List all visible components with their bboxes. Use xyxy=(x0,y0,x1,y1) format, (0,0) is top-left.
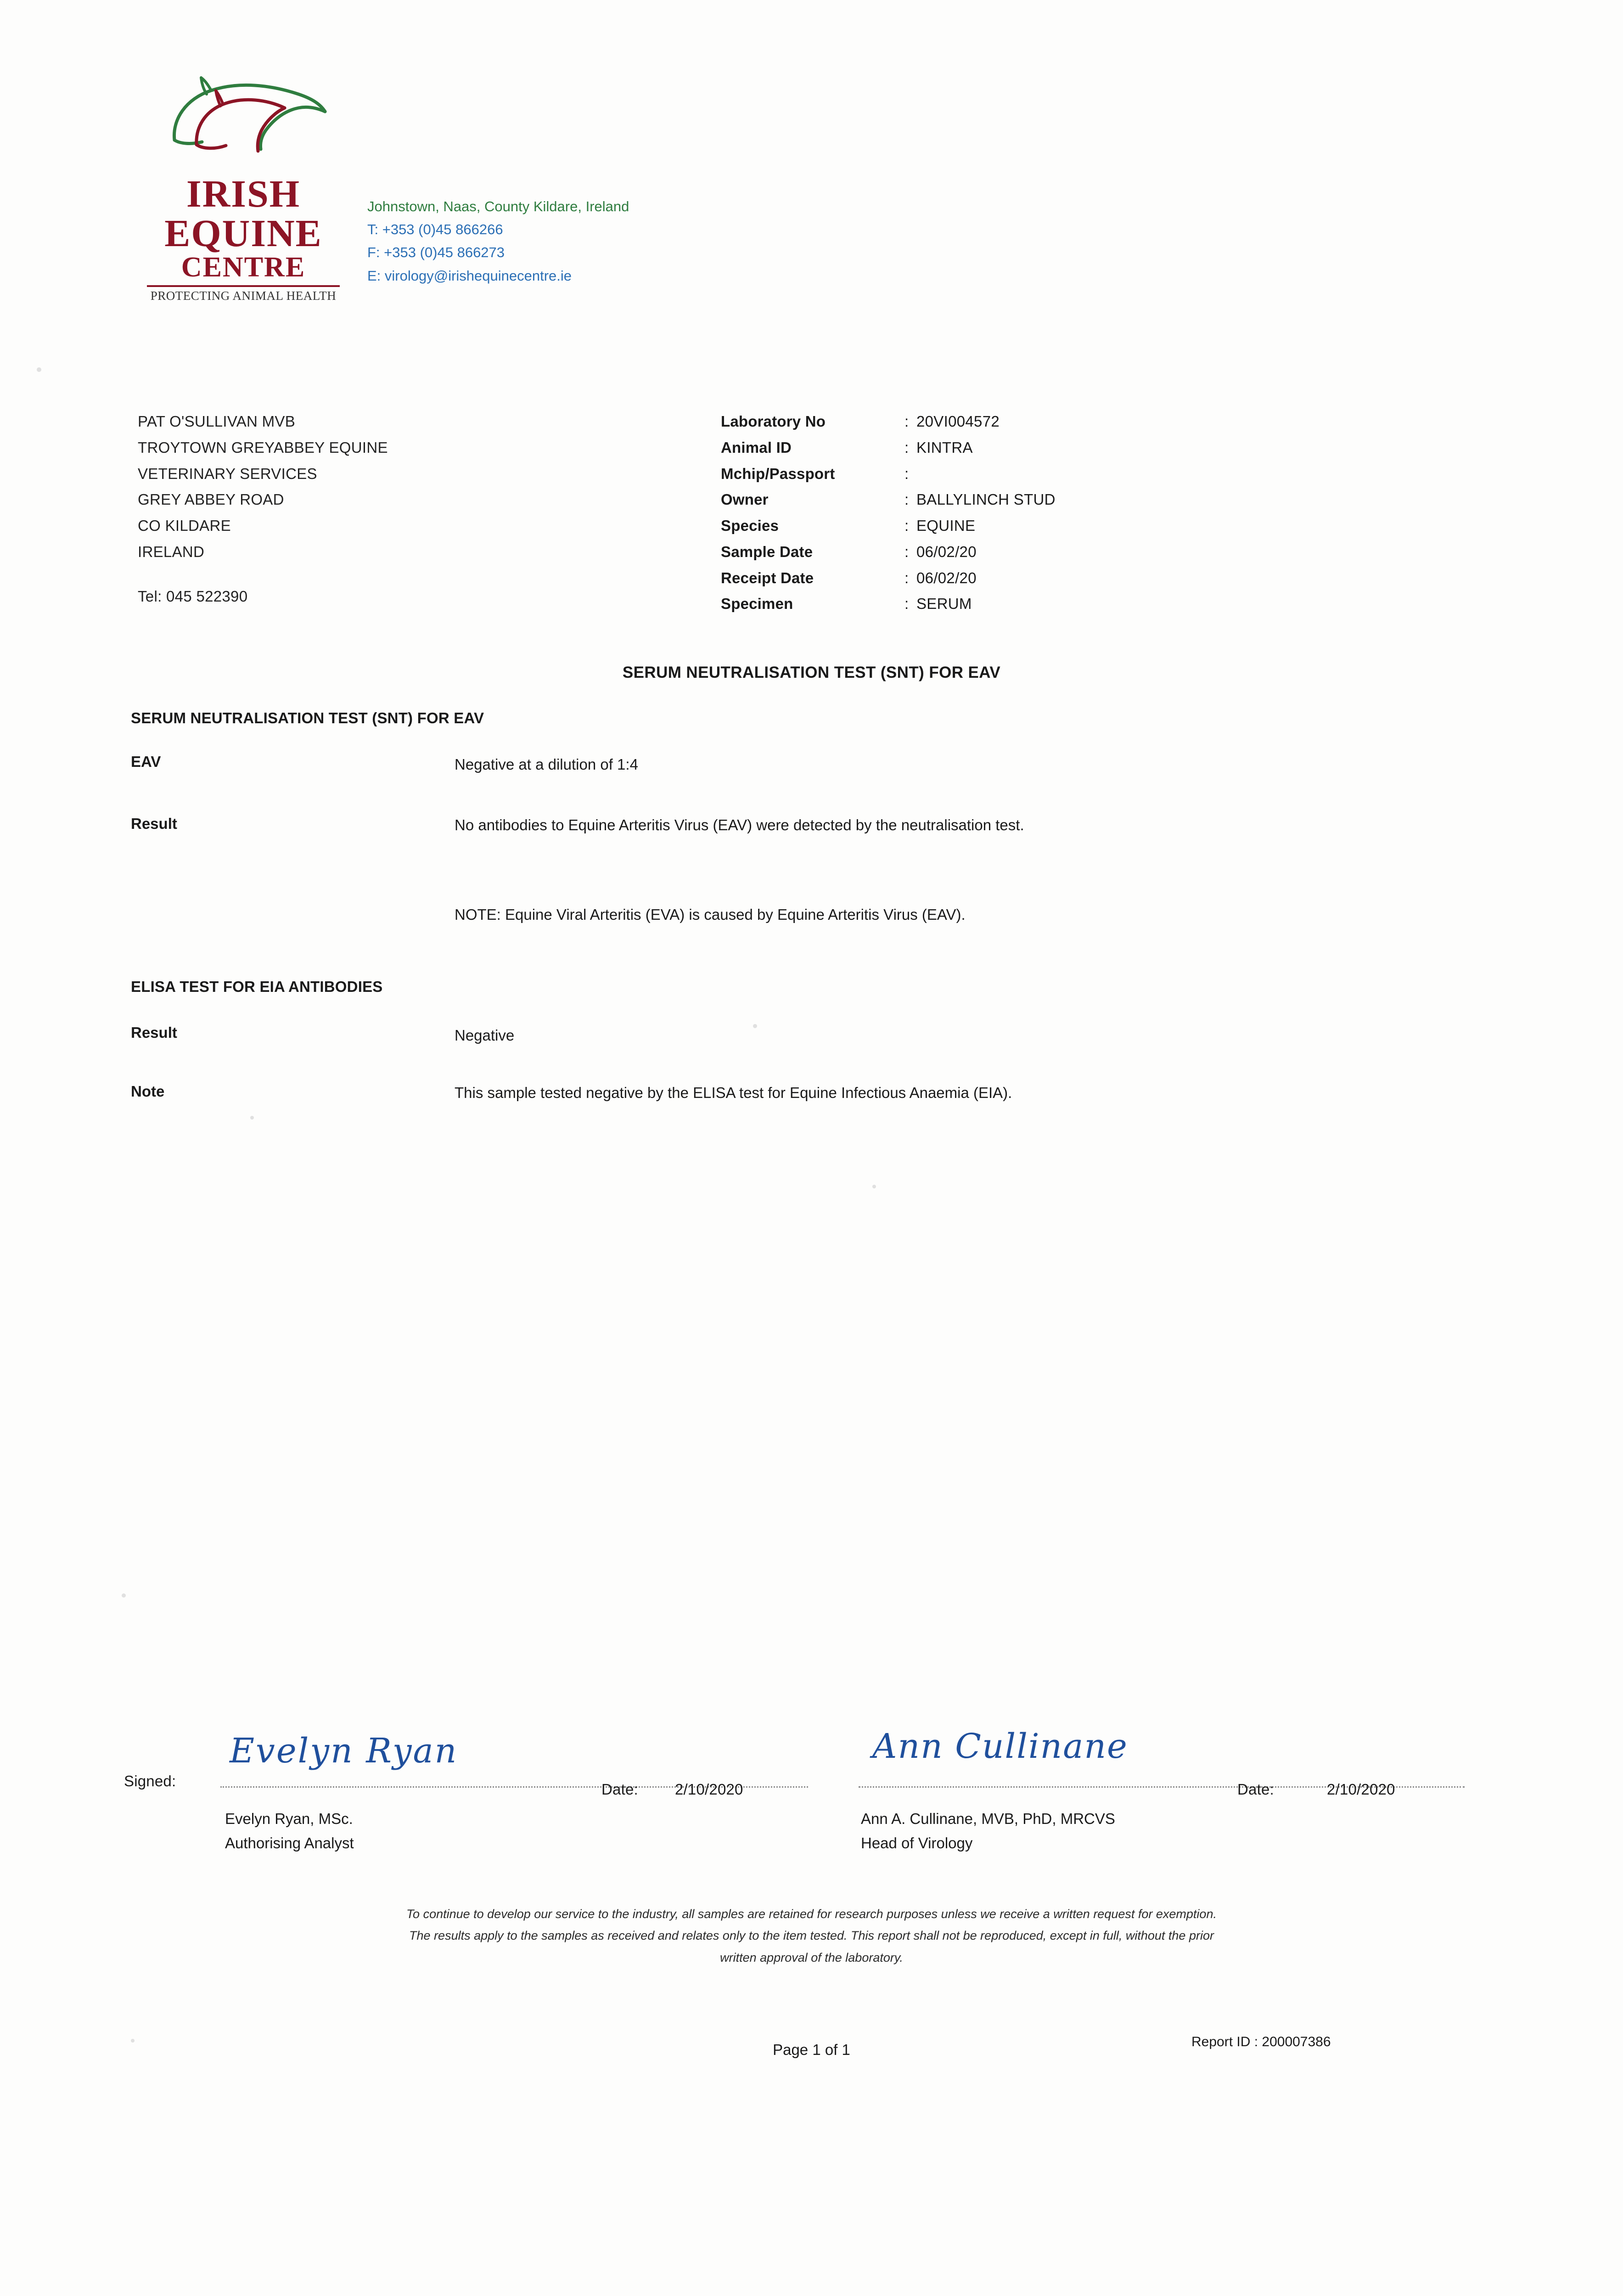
meta-separator: : xyxy=(904,517,909,534)
signed-label: Signed: xyxy=(124,1773,176,1790)
report-id: Report ID : 200007386 xyxy=(1191,2034,1331,2049)
signature-ann-cullinane: Ann Cullinane xyxy=(872,1727,1128,1766)
contact-email[interactable]: E: virology@irishequinecentre.ie xyxy=(367,267,572,284)
meta-separator: : xyxy=(904,439,909,456)
meta-separator: : xyxy=(904,465,909,482)
meta-separator: : xyxy=(904,543,909,560)
disclaimer-line: The results apply to the samples as received and relates only to the item tested. This report shall not be reproduced, except in full, without the prior xyxy=(409,1929,1214,1943)
client-address-block xyxy=(138,409,388,609)
date-label-1: Date: xyxy=(601,1781,638,1798)
logo-divider xyxy=(147,285,340,287)
meta-value: 20VI004572 xyxy=(916,413,1000,430)
meta-separator: : xyxy=(904,595,909,613)
elisa-result-value: Negative xyxy=(455,1027,515,1044)
meta-label: Animal ID xyxy=(721,439,792,456)
elisa-note-text: This sample tested negative by the ELISA test for Equine Infectious Anaemia (EIA). xyxy=(455,1084,1012,1101)
meta-label: Species xyxy=(721,517,779,534)
meta-separator: : xyxy=(904,569,909,586)
sample-details-table xyxy=(721,409,1056,617)
horse-head-logo-icon xyxy=(147,76,340,174)
client-line: VETERINARY SERVICES xyxy=(138,465,317,482)
meta-label: Laboratory No xyxy=(721,413,826,430)
signer-1-role: Authorising Analyst xyxy=(225,1834,354,1851)
meta-row xyxy=(721,565,1056,591)
disclaimer-line: written approval of the laboratory. xyxy=(720,1950,903,1964)
scan-speck xyxy=(37,367,41,372)
letterhead xyxy=(138,76,735,388)
meta-separator: : xyxy=(904,491,909,508)
scan-speck xyxy=(250,1116,254,1120)
meta-value: EQUINE xyxy=(916,517,976,534)
scan-speck xyxy=(122,1593,126,1598)
meta-value: 06/02/20 xyxy=(916,569,977,586)
meta-row xyxy=(721,513,1056,539)
snt-result-label: Result xyxy=(131,815,177,832)
client-line: CO KILDARE xyxy=(138,517,231,534)
elisa-result-label: Result xyxy=(131,1024,177,1041)
meta-row xyxy=(721,435,1056,461)
logo-line-centre: CENTRE xyxy=(181,252,306,283)
contact-telephone: T: +353 (0)45 866266 xyxy=(367,221,503,238)
elisa-note-label: Note xyxy=(131,1083,165,1100)
date-value-1: 2/10/2020 xyxy=(675,1781,743,1798)
page-title: SERUM NEUTRALISATION TEST (SNT) FOR EAV xyxy=(622,664,1001,681)
signer-2-role: Head of Virology xyxy=(861,1834,973,1851)
client-line: IRELAND xyxy=(138,543,205,560)
client-line: TROYTOWN GREYABBEY EQUINE xyxy=(138,439,388,456)
logo-tagline: PROTECTING ANIMAL HEALTH xyxy=(150,288,337,303)
date-value-2: 2/10/2020 xyxy=(1327,1781,1395,1798)
section-heading-snt: SERUM NEUTRALISATION TEST (SNT) FOR EAV xyxy=(131,709,484,726)
contact-block xyxy=(367,195,629,287)
signature-evelyn-ryan: Evelyn Ryan xyxy=(230,1731,458,1771)
meta-value: SERUM xyxy=(916,595,972,613)
meta-label: Owner xyxy=(721,491,769,508)
snt-result-text: No antibodies to Equine Arteritis Virus (EAV) were detected by the neutralisation test. xyxy=(455,816,1024,833)
meta-value: KINTRA xyxy=(916,439,973,456)
logo-line-equine: EQUINE xyxy=(164,212,322,255)
client-line: GREY ABBEY ROAD xyxy=(138,491,284,508)
meta-label: Specimen xyxy=(721,595,793,613)
meta-value: BALLYLINCH STUD xyxy=(916,491,1056,508)
meta-label: Mchip/Passport xyxy=(721,465,835,482)
meta-label: Sample Date xyxy=(721,543,813,560)
meta-row xyxy=(721,539,1056,565)
meta-separator: : xyxy=(904,413,909,430)
meta-row xyxy=(721,409,1056,435)
meta-row xyxy=(721,487,1056,513)
logo-line-irish: IRISH xyxy=(186,173,301,215)
page-number: Page 1 of 1 xyxy=(773,2041,850,2058)
date-label-2: Date: xyxy=(1237,1781,1274,1798)
signer-1-name: Evelyn Ryan, MSc. xyxy=(225,1810,353,1827)
contact-fax: F: +353 (0)45 866273 xyxy=(367,244,505,261)
snt-note-text: NOTE: Equine Viral Arteritis (EVA) is caused by Equine Arteritis Virus (EAV). xyxy=(455,906,966,923)
meta-value: 06/02/20 xyxy=(916,543,977,560)
meta-row xyxy=(721,591,1056,617)
signer-2-name: Ann A. Cullinane, MVB, PhD, MRCVS xyxy=(861,1810,1115,1827)
signer-1-details xyxy=(225,1807,354,1856)
eav-value: Negative at a dilution of 1:4 xyxy=(455,756,638,773)
disclaimer-text xyxy=(0,1903,1623,1969)
company-logo xyxy=(138,76,349,303)
section-heading-elisa: ELISA TEST FOR EIA ANTIBODIES xyxy=(131,978,383,995)
disclaimer-line: To continue to develop our service to the industry, all samples are retained for research purposes unless we receive a written request for exemption. xyxy=(406,1907,1217,1921)
contact-address: Johnstown, Naas, County Kildare, Ireland xyxy=(367,198,629,214)
signer-2-details xyxy=(861,1807,1115,1856)
eav-label: EAV xyxy=(131,753,161,770)
client-line: PAT O'SULLIVAN MVB xyxy=(138,413,296,430)
meta-row xyxy=(721,461,1056,487)
client-telephone: Tel: 045 522390 xyxy=(138,587,248,605)
scan-speck xyxy=(872,1185,876,1188)
meta-label: Receipt Date xyxy=(721,569,814,586)
